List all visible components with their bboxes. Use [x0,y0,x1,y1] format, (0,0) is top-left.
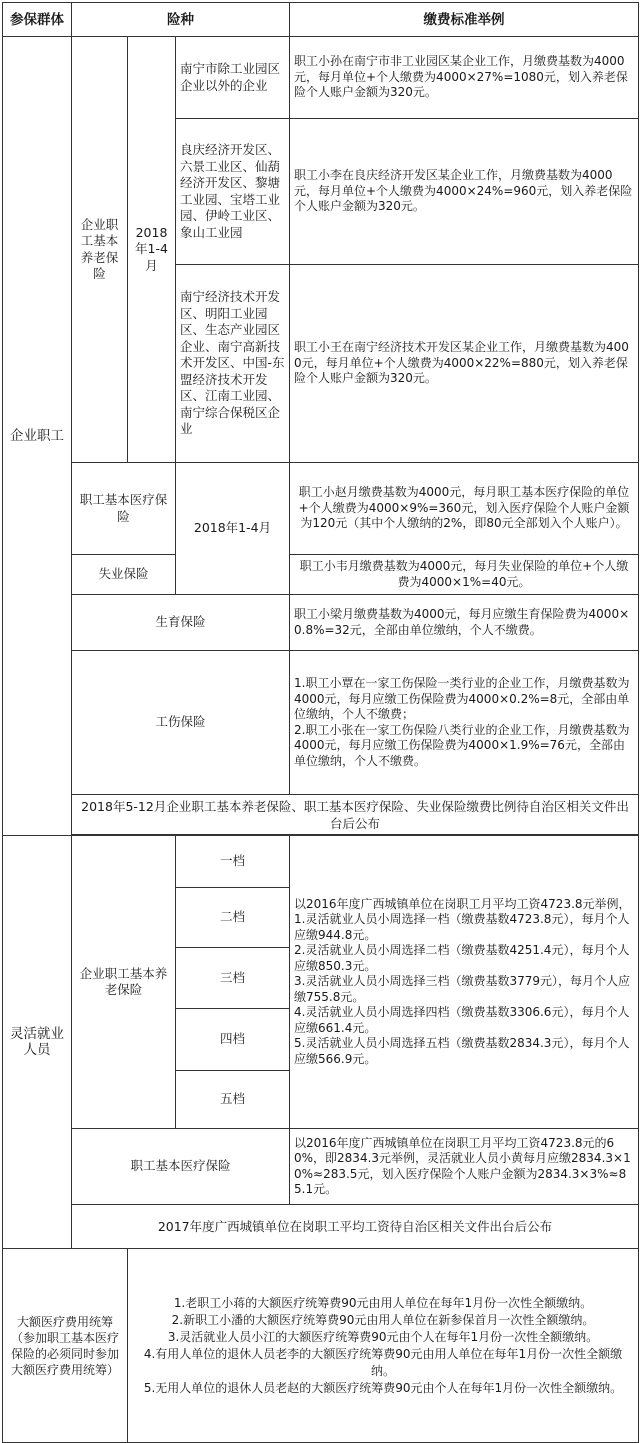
major-medical-examples: 1.老职工小蒋的大额医疗统筹费90元由用人单位在每年1月份一次性全额缴纳。 2.新职工小潘的大额医疗统筹费90元由用人单位在新参保首月一次性全额缴纳。 3.灵活就业人员小江的大额医疗统筹费90元由个人在每年1月份一次性全额缴纳。 4.有用人单位的退休人员老李的大额医疗统筹费90元由用人单位在每年1月份一次性全额缴纳。 5.无用人单位的退休人员老赵的大额医疗统筹费90元由个人在每年1月份一次性全额缴纳。 [128,1249,639,1443]
enterprise-note: 2018年5-12月企业职工基本养老保险、职工基本医疗保险、失业保险缴费比例待自治区相关文件出台后公布 [72,795,639,835]
enterprise-pension-name: 企业职工基本养老保险 [72,37,128,463]
header-group: 参保群体 [3,3,72,37]
group-major-medical: 大额医疗费用统筹 （参加职工基本医疗保险的必须同时参加大额医疗费用统筹） [3,1249,128,1443]
tier-4: 四档 [176,1009,290,1071]
enterprise-pension-period: 2018年1-4月 [128,37,176,463]
tier-3: 三档 [176,948,290,1009]
header-example: 缴费标准举例 [290,3,639,37]
flexible-note: 2017年度广西城镇单位在岗职工平均工资待自治区相关文件出台后公布 [72,1205,639,1249]
maternity-example: 职工小梁月缴费基数为4000元，每月应缴生育保险费为4000×0.8%=32元，全部由单位缴纳，个人不缴费。 [290,595,639,651]
pension-area-2: 良庆经济开发区、六景工业区、仙葫经济开发区、黎塘工业园、宝塔工业园、伊岭工业区、象山工业园 [176,119,290,265]
flexible-pension-example: 以2016年度广西城镇单位在岗职工月平均工资4723.8元举例， 1.灵活就业人员小周选择一档（缴费基数4723.8元），每月个人应缴944.8元。 2.灵活就业人员小周选择二档（缴费基数4251.4元），每月个人应缴850.3元。 3.灵活就业人员小周选择三档（缴费基数3779元），每月个人应缴755.8元。 4.灵活就业人员小周选择四档（缴费基数3306.6元），每月个人应缴661.4元。 5.灵活就业人员小周选择五档（缴费基数2834.3元），每月个人应缴566.9元。 [290,836,639,1129]
group-enterprise: 企业职工 [3,37,72,836]
injury-name: 工伤保险 [72,651,290,795]
pension-example-3: 职工小王在南宁经济技术开发区某企业工作，月缴费基数为4000元，每月单位+个人缴费为4000×22%=880元，划入养老保险个人账户金额为320元。 [290,265,639,463]
flexible-medical-example: 以2016年度广西城镇单位在岗职工月平均工资4723.8元的60%，即2834.3元举例，灵活就业人员小黄每月应缴2834.3×10%≈283.5元，划入医疗保险个人账户金额为2834.3×3%≈85.1元。 [290,1129,639,1205]
enterprise-medical-name: 职工基本医疗保险 [72,463,176,555]
pension-example-1: 职工小孙在南宁市非工业园区某企业工作，月缴费基数为4000元，每月单位+个人缴费为4000×27%=1080元，划入养老保险个人账户金额为320元。 [290,37,639,119]
header-insurance: 险种 [72,3,290,37]
pension-area-1: 南宁市除工业园区企业以外的企业 [176,37,290,119]
unemployment-name: 失业保险 [72,555,176,595]
unemployment-example: 职工小韦月缴费基数为4000元，每月失业保险的单位+个人缴费为4000×1%=40元。 [290,555,639,595]
tier-2: 二档 [176,888,290,948]
group-flexible: 灵活就业人员 [3,836,72,1249]
maternity-name: 生育保险 [72,595,290,651]
pension-area-3: 南宁经济技术开发区、明阳工业园区、生态产业园区企业、南宁高新技术开发区、中国-东盟经济技术开发区、江南工业园、南宁综合保税区企业 [176,265,290,463]
flexible-medical-name: 职工基本医疗保险 [72,1129,290,1205]
flexible-pension-name: 企业职工基本养老保险 [72,836,176,1129]
injury-example: 1.职工小覃在一家工伤保险一类行业的企业工作，月缴费基数为4000元，每月应缴工伤保险费为4000×0.2%=8元，全部由单位缴纳，个人不缴费； 2.职工小张在一家工伤保险八类行业的企业工作，月缴费基数为4000元，每月应缴工伤保险费为4000×1.9%=76元，全部由单位缴纳，个人不缴费。 [290,651,639,795]
tier-5: 五档 [176,1071,290,1129]
insurance-fee-table [2,2,639,1443]
enterprise-medical-period: 2018年1-4月 [176,463,290,595]
enterprise-medical-example: 职工小赵月缴费基数为4000元，每月职工基本医疗保险的单位+个人缴费为4000×9%=360元，划入医疗保险个人账户金额为120元（其中个人缴纳的2%，即80元全部划入个人账户）。 [290,463,639,555]
tier-1: 一档 [176,836,290,888]
pension-example-2: 职工小李在良庆经济开发区某企业工作，月缴费基数为4000元，每月单位+个人缴费为4000×24%=960元，划入养老保险个人账户金额为320元。 [290,119,639,265]
